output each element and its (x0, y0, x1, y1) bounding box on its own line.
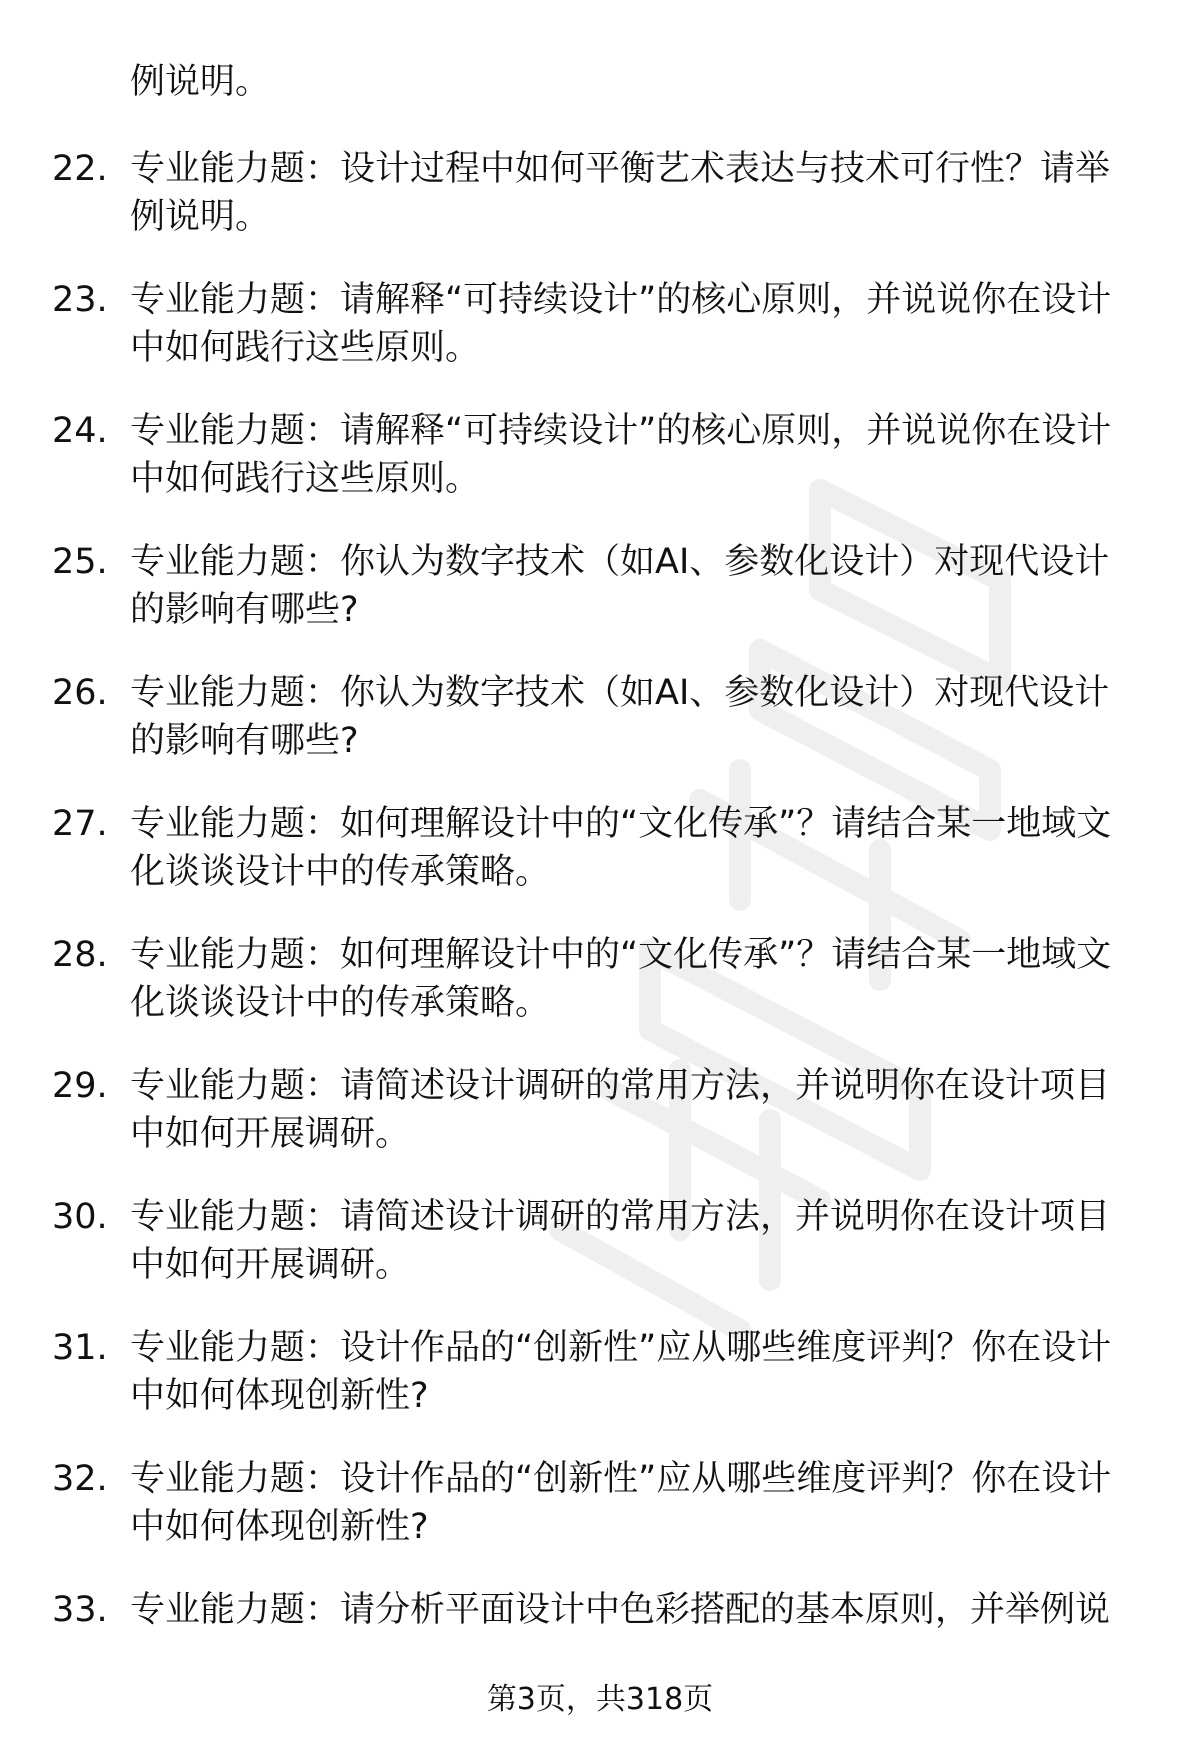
question-text: 专业能力题：你认为数字技术（如AI、参数化设计）对现代设计的影响有哪些? (130, 673, 1110, 761)
question-number: 23. (52, 280, 108, 320)
question-item (0, 931, 1200, 1062)
question-number: 22. (52, 149, 108, 189)
question-text: 专业能力题：请简述设计调研的常用方法，并说明你在设计项目中如何开展调研。 (130, 1066, 1111, 1154)
question-list (0, 145, 1200, 1717)
continuation-text: 例说明。 (130, 62, 271, 102)
question-item (0, 800, 1200, 931)
question-item (0, 145, 1200, 276)
question-text: 专业能力题：设计作品的“创新性”应从哪些维度评判？你在设计中如何体现创新性? (130, 1328, 1112, 1416)
question-number: 24. (52, 411, 108, 451)
question-item (0, 1193, 1200, 1324)
question-item (0, 407, 1200, 538)
question-text: 专业能力题：如何理解设计中的“文化传承”？请结合某一地域文化谈谈设计中的传承策略。 (130, 804, 1112, 892)
question-item (0, 669, 1200, 800)
page-number-footer: 第3页，共318页 (486, 1682, 714, 1717)
question-text: 专业能力题：设计作品的“创新性”应从哪些维度评判？你在设计中如何体现创新性? (130, 1459, 1112, 1547)
question-item (0, 1455, 1200, 1586)
question-number: 29. (52, 1066, 108, 1106)
question-number: 27. (52, 804, 108, 844)
question-text: 专业能力题：你认为数字技术（如AI、参数化设计）对现代设计的影响有哪些? (130, 542, 1110, 630)
question-item (0, 1324, 1200, 1455)
question-text: 专业能力题：请解释“可持续设计”的核心原则，并说说你在设计中如何践行这些原则。 (130, 280, 1112, 368)
question-item (0, 1062, 1200, 1193)
question-number: 28. (52, 935, 108, 975)
question-text: 专业能力题：请解释“可持续设计”的核心原则，并说说你在设计中如何践行这些原则。 (130, 411, 1112, 499)
question-number: 33. (52, 1590, 108, 1630)
question-item (0, 276, 1200, 407)
question-text: 专业能力题：如何理解设计中的“文化传承”？请结合某一地域文化谈谈设计中的传承策略。 (130, 935, 1112, 1023)
question-item (0, 538, 1200, 669)
question-text: 专业能力题：请分析平面设计中色彩搭配的基本原则，并举例说 (130, 1590, 1111, 1630)
question-number: 26. (52, 673, 108, 713)
question-number: 30. (52, 1197, 108, 1237)
question-number: 31. (52, 1328, 108, 1368)
question-text: 专业能力题：设计过程中如何平衡艺术表达与技术可行性？请举例说明。 (130, 149, 1111, 237)
question-number: 25. (52, 542, 108, 582)
question-text: 专业能力题：请简述设计调研的常用方法，并说明你在设计项目中如何开展调研。 (130, 1197, 1111, 1285)
question-number: 32. (52, 1459, 108, 1499)
